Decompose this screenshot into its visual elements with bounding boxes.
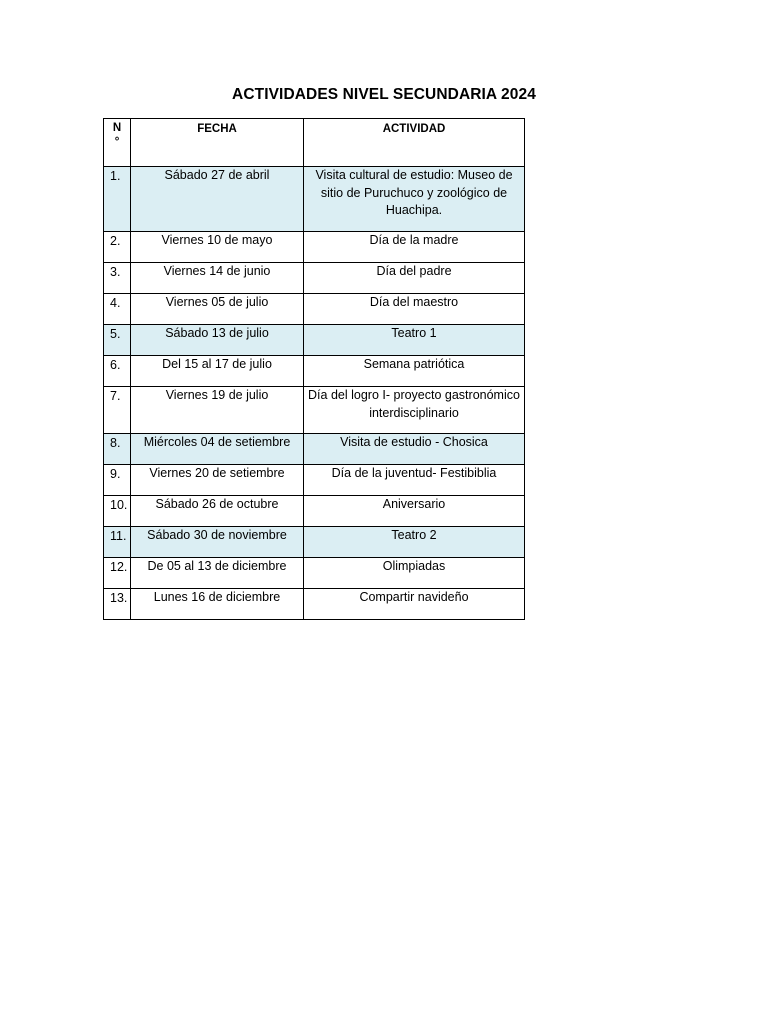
header-date: FECHA [131, 119, 304, 167]
row-activity: Olimpiadas [304, 558, 525, 589]
row-number: 12. [104, 558, 131, 589]
row-number: 13. [104, 589, 131, 620]
row-date: Lunes 16 de diciembre [131, 589, 304, 620]
row-activity: Día del maestro [304, 294, 525, 325]
row-date: De 05 al 13 de diciembre [131, 558, 304, 589]
row-activity: Teatro 1 [304, 325, 525, 356]
row-date: Sábado 27 de abril [131, 167, 304, 232]
table-row [104, 387, 525, 434]
row-activity: Semana patriótica [304, 356, 525, 387]
activities-table [103, 118, 525, 620]
row-date: Miércoles 04 de setiembre [131, 434, 304, 465]
row-date: Viernes 19 de julio [131, 387, 304, 434]
row-number: 10. [104, 496, 131, 527]
row-number: 4. [104, 294, 131, 325]
row-date: Viernes 14 de junio [131, 263, 304, 294]
table-row [104, 465, 525, 496]
row-number: 3. [104, 263, 131, 294]
row-date: Viernes 10 de mayo [131, 232, 304, 263]
table-row [104, 527, 525, 558]
table-row [104, 167, 525, 232]
row-number: 7. [104, 387, 131, 434]
row-activity: Visita cultural de estudio: Museo de sitio de Puruchuco y zoológico de Huachipa. [304, 167, 525, 232]
row-activity: Aniversario [304, 496, 525, 527]
header-number-line1: N [112, 122, 122, 134]
row-number: 9. [104, 465, 131, 496]
row-activity: Día del logro I- proyecto gastronómico interdisciplinario [304, 387, 525, 434]
table-row [104, 496, 525, 527]
row-number: 11. [104, 527, 131, 558]
row-date: Sábado 13 de julio [131, 325, 304, 356]
table-row [104, 356, 525, 387]
row-date: Del 15 al 17 de julio [131, 356, 304, 387]
header-number-line2: ° [114, 136, 120, 148]
table-row [104, 263, 525, 294]
row-date: Sábado 26 de octubre [131, 496, 304, 527]
row-activity: Día de la juventud- Festibiblia [304, 465, 525, 496]
row-number: 6. [104, 356, 131, 387]
table-row [104, 232, 525, 263]
row-date: Sábado 30 de noviembre [131, 527, 304, 558]
row-activity: Compartir navideño [304, 589, 525, 620]
table-row [104, 294, 525, 325]
row-number: 1. [104, 167, 131, 232]
table-row [104, 434, 525, 465]
row-number: 2. [104, 232, 131, 263]
row-number: 5. [104, 325, 131, 356]
header-activity: ACTIVIDAD [304, 119, 525, 167]
row-number: 8. [104, 434, 131, 465]
table-row [104, 558, 525, 589]
table-row [104, 589, 525, 620]
row-activity: Día de la madre [304, 232, 525, 263]
row-activity: Día del padre [304, 263, 525, 294]
header-number [104, 119, 131, 167]
table-header-row [104, 119, 525, 167]
table-row [104, 325, 525, 356]
page-title: ACTIVIDADES NIVEL SECUNDARIA 2024 [232, 86, 536, 103]
row-activity: Teatro 2 [304, 527, 525, 558]
row-date: Viernes 20 de setiembre [131, 465, 304, 496]
row-date: Viernes 05 de julio [131, 294, 304, 325]
row-activity: Visita de estudio - Chosica [304, 434, 525, 465]
